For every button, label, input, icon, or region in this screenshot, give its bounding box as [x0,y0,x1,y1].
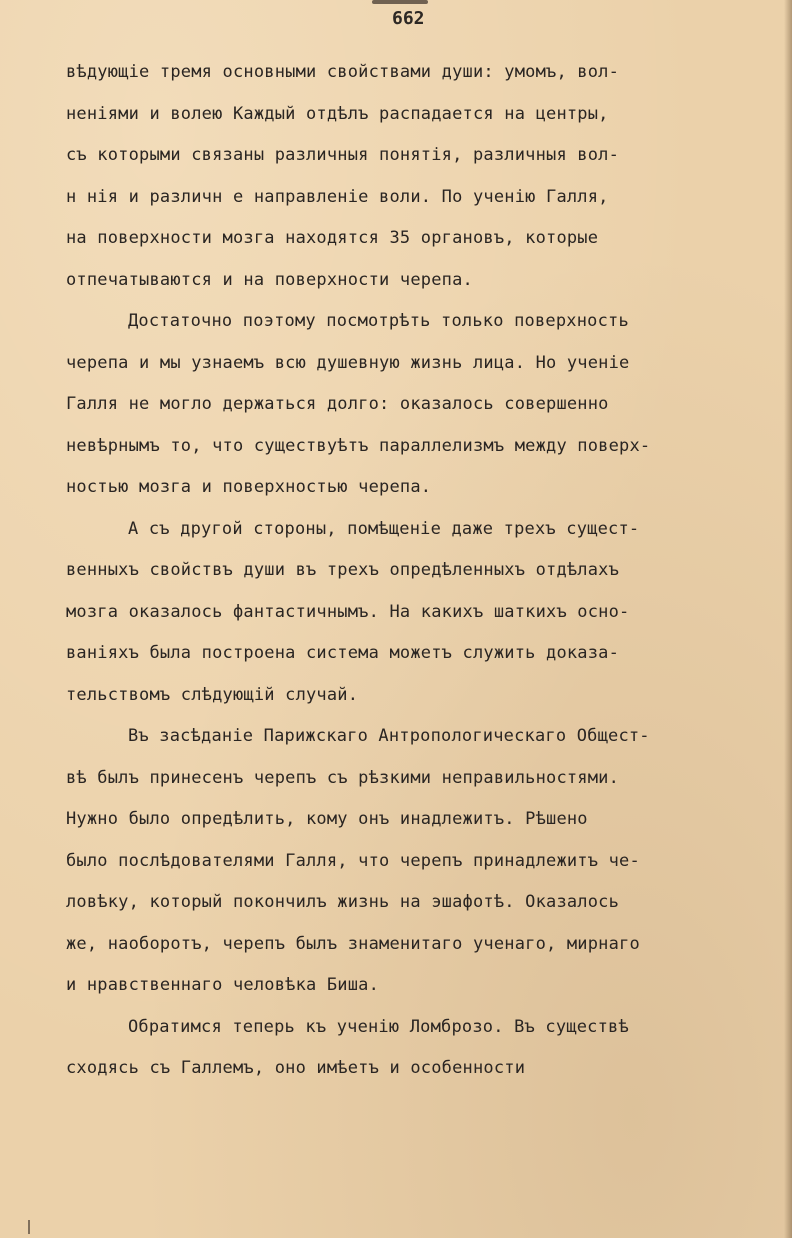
text-line: ловѣку, который покончилъ жизнь на эшафотѣ. Оказалось [66,892,620,912]
margin-mark [28,1220,30,1234]
text-line: черепа и мы узнаемъ всю душевную жизнь лица. Но ученіе [66,352,630,373]
text-line: н нія и различн е направленіе воли. По ученію Галля, [66,186,609,207]
text-line: Нужно было опредѣлить, кому онъ инадлежитъ. Рѣшено [66,809,588,829]
text-line: тельствомъ слѣдующій случай. [66,684,359,705]
paragraph-start-line: Въ засѣданіе Парижскаго Антропологическаго Общест- [128,726,650,746]
page-number: 662 [392,8,425,29]
page-edge-shadow [784,0,792,1238]
text-line: Галля не могло держаться долго: оказалось совершенно [66,394,609,414]
text-line: отпечатываются и на поверхности черепа. [66,269,473,290]
top-edge-mark [372,0,428,4]
text-line: было послѣдователями Галля, что черепъ принадлежитъ че- [66,850,640,871]
body-text [66,52,766,1090]
text-line: венныхъ свойствъ души въ трехъ опредѣленныхъ отдѣлахъ [66,560,620,580]
paragraph-start-line: Обратимся теперь къ ученію Ломброзо. Въ существѣ [128,1016,629,1037]
text-line: вѣ былъ принесенъ черепъ съ рѣзкими неправильностями. [66,767,620,788]
paragraph-start-line: А съ другой стороны, помѣщеніе даже трехъ сущест- [128,518,640,539]
text-line: мозга оказалось фантастичнымъ. На какихъ шаткихъ осно- [66,601,630,622]
text-line: ваніяхъ была построена система можетъ служить доказа- [66,643,620,663]
text-line: вѣдующіе тремя основными свойствами души: умомъ, вол- [66,62,620,82]
paragraph-start-line: Достаточно поэтому посмотрѣть только поверхность [128,311,629,331]
text-line: невѣрнымъ то, что существуѣтъ параллелизмъ между поверх- [66,435,651,456]
text-line: и нравственнаго человѣка Биша. [66,975,380,995]
text-line: ностью мозга и поверхностью черепа. [66,477,432,497]
text-line: же, наоборотъ, черепъ былъ знаменитаго ученаго, мирнаго [66,933,640,954]
text-line: сходясь съ Галлемъ, оно имѣетъ и особенности [66,1058,526,1078]
text-line: неніями и волею Каждый отдѣлъ распадается на центры, [66,103,609,124]
text-line: на поверхности мозга находятся 35 органовъ, которые [66,228,599,248]
text-line: съ которыми связаны различныя понятія, различныя вол- [66,145,620,165]
